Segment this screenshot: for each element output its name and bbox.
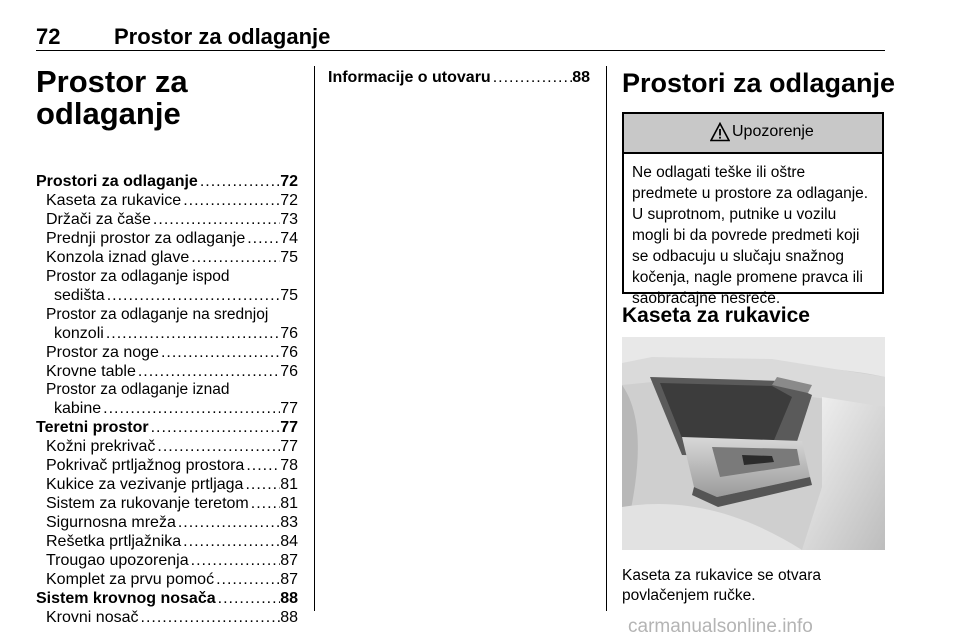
toc-section-entry[interactable] [36,419,298,437]
toc-entry-label: Komplet za prvu pomoć [46,570,215,588]
toc-entry[interactable] [46,571,298,589]
warning-line: se odbacuju u slučaju snažnog [632,248,844,265]
toc-entry-label: Trougao upozorenja [46,552,189,569]
toc-entry[interactable] [46,438,298,456]
toc-entry-page: 81 [280,476,298,494]
toc-entry-label: sedišta [54,286,105,304]
toc-entry-label: Krovni nosač [46,608,139,626]
toc-leader-dots [155,438,280,456]
toc-leader-dots [101,400,280,418]
toc-entry-label: Pokrivač prtljažnog prostora [46,457,245,475]
toc-leader-dots [139,609,281,627]
toc-entry[interactable] [46,495,298,513]
toc-entry[interactable] [54,325,298,343]
toc-leader-dots [136,363,280,381]
warning-text [632,162,882,309]
toc-leader-dots [189,249,280,267]
toc-leader-dots [159,344,280,362]
toc-entry-label: Sigurnosna mreža [46,514,176,532]
toc-entry-label: Kožni prekrivač [46,438,156,456]
toc-leader-dots [105,287,281,305]
toc-entry-page: 72 [280,173,298,190]
toc-leader-dots [491,69,573,87]
toc-leader-dots [181,533,280,551]
toc-entry[interactable] [46,533,298,551]
toc-entry-page: 78 [280,457,298,475]
column-divider-2 [606,66,607,611]
toc-entry-page: 87 [280,570,298,588]
warning-box [622,112,884,307]
toc-entry-page: 88 [572,69,590,86]
toc-entry[interactable] [46,552,298,570]
toc-entry-text: Prostor za odlaganje iznad [46,381,230,399]
toc-entry-label: Informacije o utovaru [328,69,491,86]
toc-entry-label: Teretni prostor [36,419,149,437]
toc-entry[interactable] [46,476,298,494]
toc-section-entry[interactable] [328,69,590,87]
toc-entry-page: 76 [280,343,298,361]
warning-line: kočenja, nagle promene pravca ili [632,269,863,286]
warning-line: saobraćajne nesreće. [632,290,781,307]
toc-entry-label: Prostori za odlaganje [36,173,198,190]
toc-entry-label: Sistem krovnog nosača [36,589,216,607]
warning-header [624,114,882,154]
toc-entry-label: Prednji prostor za odlaganje [46,229,246,247]
toc-entry-page: 77 [280,400,298,418]
header-rule [36,50,885,51]
warning-line: U suprotnom, putnike u vozilu [632,206,837,223]
toc-entry-page: 77 [280,419,298,437]
toc-entry-label: Prostor za noge [46,343,159,361]
caption-line: Kaseta za rukavice se otvara [622,567,822,584]
toc-leader-dots [198,173,280,191]
toc-leader-dots [216,590,281,608]
warning-line: predmete u prostore za odlaganje. [632,185,869,202]
warning-line: Ne odlagati teške ili oštre [632,164,806,181]
toc-entry[interactable] [54,287,298,305]
toc-entry-label: konzoli [54,324,104,342]
toc-entry-page: 83 [280,514,298,532]
section-heading: Prostori za odlaganje [622,68,896,98]
toc-entry-label: Krovne table [46,362,136,380]
toc-leader-dots [243,476,280,494]
toc-entry-label: Sistem za rukovanje teretom [46,495,249,513]
section-title-line: Prostor za [36,64,188,99]
section-title-line: odlaganje [36,96,181,131]
toc-section-entry[interactable] [36,173,298,191]
column-divider-1 [314,66,315,611]
toc-entry-page: 88 [280,589,298,607]
toc-leader-dots [104,325,280,343]
warning-title: Upozorenje [732,123,814,140]
toc-leader-dots [189,552,281,570]
figure-caption [622,566,821,606]
toc-entry-page: 76 [280,324,298,342]
toc-entry[interactable] [46,457,298,475]
toc-leader-dots [214,571,280,589]
toc-entry-page: 76 [280,362,298,380]
toc-entry-page: 81 [280,495,298,513]
toc-entry-page: 75 [280,248,298,266]
toc-entry-page: 84 [280,533,298,551]
toc-entry[interactable] [46,363,298,381]
toc-leader-dots [249,495,280,513]
toc-entry[interactable] [46,230,298,248]
toc-entry[interactable] [46,609,298,627]
toc-entry-page: 74 [280,229,298,247]
toc-leader-dots [245,230,280,248]
toc-entry-page: 77 [280,438,298,456]
warning-triangle-icon [710,122,730,142]
toc-entry-label: Kukice za vezivanje prtljaga [46,476,244,494]
toc-leader-dots [181,192,280,210]
toc-entry-text: Prostor za odlaganje ispod [46,267,230,285]
toc-entry-label: kabine [54,400,102,418]
page-header [36,24,885,52]
toc-leader-dots [151,211,280,229]
caption-line: povlačenjem ručke. [622,587,756,604]
watermark: carmanualsonline.info [628,616,813,637]
warning-line: mogli bi da povrede predmeti koji [632,227,860,244]
toc-entry-text: Prostor za odlaganje na srednjoj [46,305,269,323]
toc-leader-dots [176,514,280,532]
subsection-heading: Kaseta za rukavice [622,304,810,327]
toc-entry-label: Rešetka prtljažnika [46,533,182,551]
header-title: Prostor za odlaganje [114,24,331,49]
toc-section-entry[interactable] [36,590,298,608]
toc-entry-page: 72 [280,191,298,209]
toc-entry[interactable] [46,192,298,210]
toc-entry-label: Konzola iznad glave [46,248,190,266]
toc-entry[interactable] [46,249,298,267]
toc-leader-dots [244,457,280,475]
toc-entry[interactable] [46,211,298,229]
toc-entry-page: 87 [280,552,298,569]
toc-entry-label: Držači za čaše [46,210,151,228]
toc-leader-dots [149,419,281,437]
page-number: 72 [36,24,61,49]
toc-entry-page: 75 [280,286,298,304]
toc-entry-page: 73 [280,210,298,228]
section-title [36,66,296,130]
glovebox-illustration [622,337,885,550]
toc-entry[interactable] [46,514,298,532]
toc-entry[interactable] [46,344,298,362]
toc-entry-label: Kaseta za rukavice [46,191,182,209]
toc-entry-page: 88 [280,608,298,626]
toc-entry[interactable] [54,400,298,418]
